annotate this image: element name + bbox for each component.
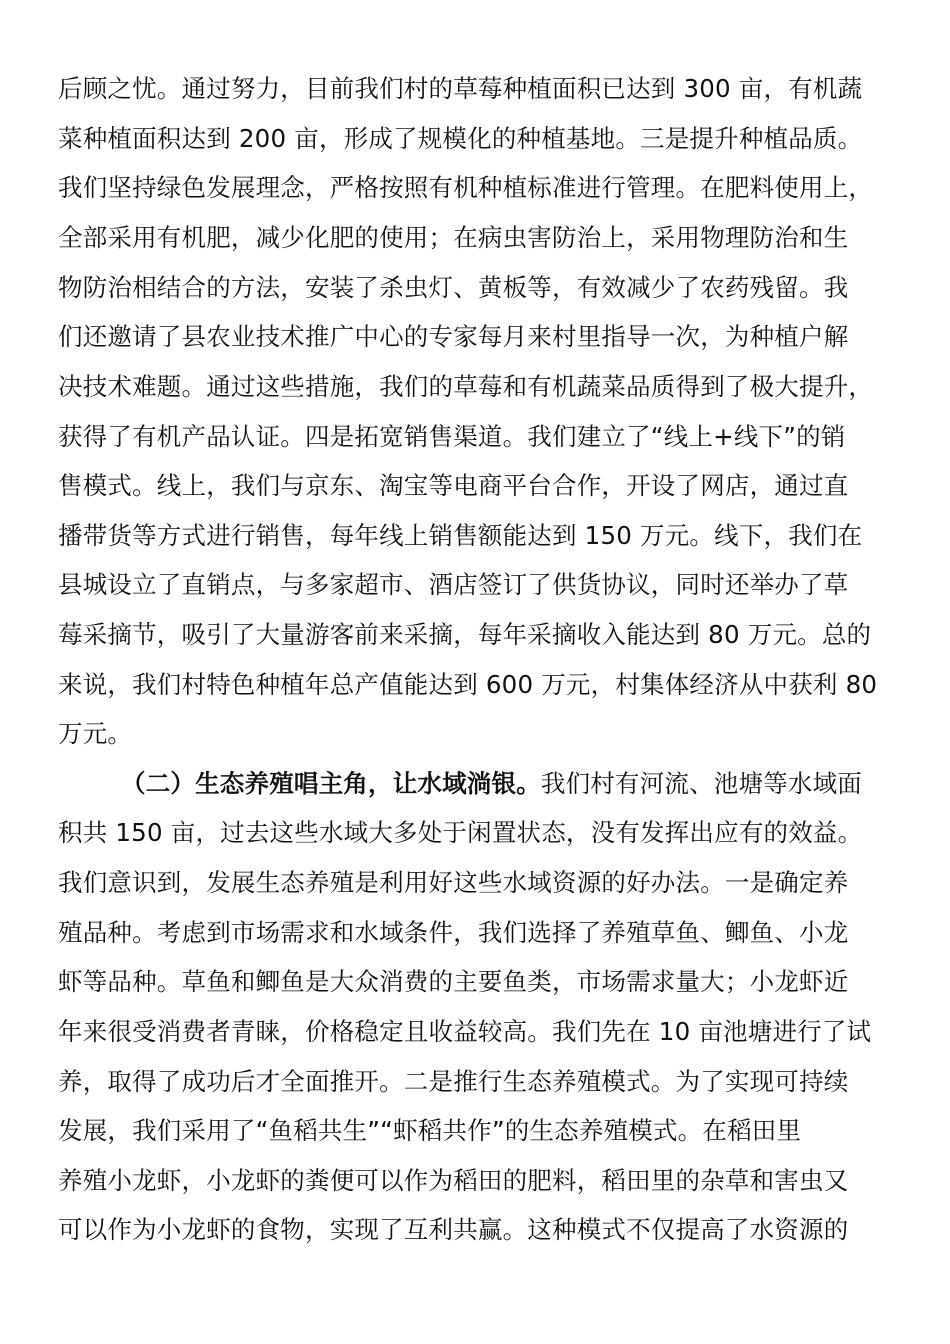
paragraph-line: 莓采摘节，吸引了大量游客前来采摘，每年采摘收入能达到 80 万元。总的 [58,620,872,649]
paragraph-line: 我们意识到，发展生态养殖是利用好这些水域资源的好办法。一是确定养 [58,868,849,897]
section-heading: （二）生态养殖唱主角，让水域淌银。 [121,769,541,798]
paragraph-line: 后顾之忧。通过努力，目前我们村的草莓种植面积已达到 300 亩，有机蔬 [58,74,863,103]
paragraph-line: 售模式。线上，我们与京东、淘宝等电商平台合作，开设了网店，通过直 [58,471,849,500]
paragraph-line: 县城设立了直销点，与多家超市、酒店签订了供货协议，同时还举办了草 [58,570,849,599]
paragraph-line: 物防治相结合的方法，安装了杀虫灯、黄板等，有效减少了农药残留。我 [58,273,849,302]
paragraph-line: 我们坚持绿色发展理念，严格按照有机种植标准进行管理。在肥料使用上， [58,173,874,202]
paragraph-line: 积共 150 亩，过去这些水域大多处于闲置状态，没有发挥出应有的效益。 [58,818,863,847]
paragraph-line: 养殖小龙虾，小龙虾的粪便可以作为稻田的肥料，稻田里的杂草和害虫又 [58,1166,849,1195]
paragraph-line: 发展，我们采用了“鱼稻共生”“虾稻共作”的生态养殖模式。在稻田里 [58,1116,802,1145]
section-first-line-text: 我们村有河流、池塘等水域面 [540,769,863,798]
paragraph-line: 来说，我们村特色种植年总产值能达到 600 万元，村集体经济从中获利 80 [58,670,878,699]
paragraph-line: 获得了有机产品认证。四是拓宽销售渠道。我们建立了“线上+线下”的销 [58,422,846,451]
paragraph-line: 全部采用有机肥，减少化肥的使用；在病虫害防治上，采用物理防治和生 [58,223,849,252]
paragraph-line: 虾等品种。草鱼和鲫鱼是大众消费的主要鱼类，市场需求量大；小龙虾近 [58,967,849,996]
paragraph-line: 养，取得了成功后才全面推开。二是推行生态养殖模式。为了实现可持续 [58,1067,849,1096]
paragraph-line: 决技术难题。通过这些措施，我们的草莓和有机蔬菜品质得到了极大提升， [58,372,874,401]
paragraph-line: 可以作为小龙虾的食物，实现了互利共赢。这种模式不仅提高了水资源的 [58,1215,849,1244]
paragraph-line: 年来很受消费者青睐，价格稳定且收益较高。我们先在 10 亩池塘进行了试 [58,1017,872,1046]
paragraph-line: 万元。 [58,719,133,748]
paragraph-line: 播带货等方式进行销售，每年线上销售额能达到 150 万元。线下，我们在 [58,521,863,550]
paragraph-line: 菜种植面积达到 200 亩，形成了规模化的种植基地。三是提升种植品质。 [58,124,863,153]
paragraph-line: 们还邀请了县农业技术推广中心的专家每月来村里指导一次，为种植户解 [58,322,849,351]
section-first-line [121,759,862,809]
paragraph-line: 殖品种。考虑到市场需求和水域条件，我们选择了养殖草鱼、鲫鱼、小龙 [58,918,849,947]
